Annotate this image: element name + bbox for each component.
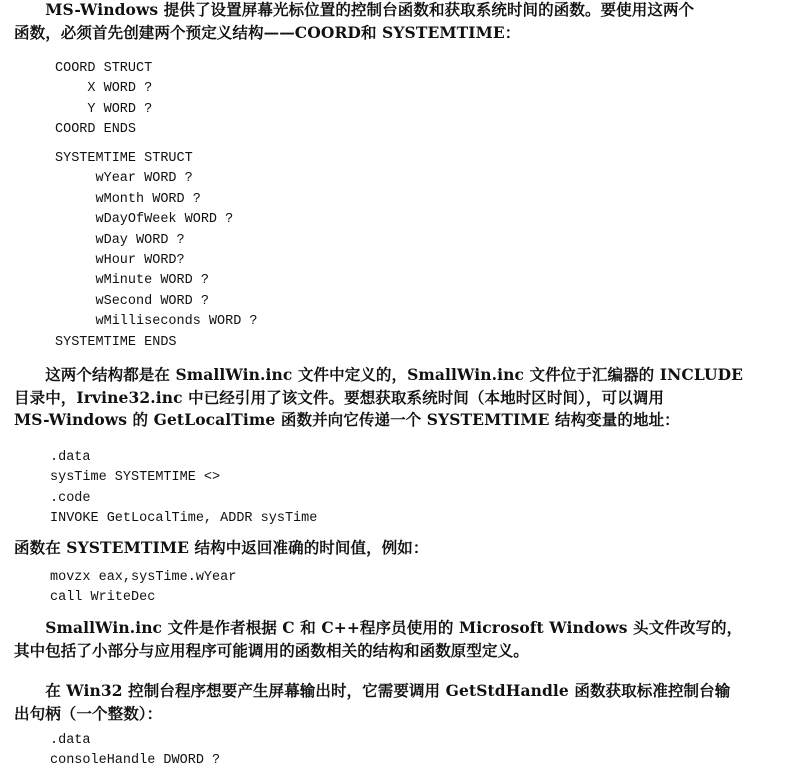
code-block-systemtime — [55, 149, 258, 353]
code-line: movzx eax,sysTime.wYear — [50, 570, 237, 585]
text-line: 在 Win32 控制台程序想要产生屏幕输出时，它需要调用 GetStdHandle 函数获取标准控制台输 — [14, 681, 731, 700]
code-line: .data — [50, 450, 91, 465]
code-line: SYSTEMTIME STRUCT — [55, 151, 193, 166]
code-line: wDayOfWeek WORD ? — [55, 212, 234, 228]
code-line: INVOKE GetLocalTime, ADDR sysTime — [50, 511, 318, 527]
code-line: wHour WORD? — [55, 252, 185, 268]
code-line: wDay WORD ? — [55, 232, 185, 248]
paragraph-return-value — [14, 537, 790, 560]
code-block-coord — [55, 59, 152, 141]
text-line: 函数，必须首先创建两个预定义结构——COORD和 SYSTEMTIME： — [14, 22, 521, 42]
text-line: SmallWin.inc 文件是作者根据 C 和 C++程序员使用的 Microsoft Windows 头文件改写的， — [14, 618, 743, 637]
text-line: 函数在 SYSTEMTIME 结构中返回准确的时间值，例如： — [14, 538, 429, 557]
code-line: wMonth WORD ? — [55, 191, 201, 207]
text-line: 出句柄（一个整数）： — [14, 703, 163, 723]
code-line: call WriteDec — [50, 590, 156, 606]
code-line: wMinute WORD ? — [55, 273, 209, 289]
text-line: 目录中，Irvine32.inc 中已经引用了该文件。要想获取系统时间（本地时区时间），可以调用 — [14, 387, 664, 407]
text-line: 其中包括了小部分与应用程序可能调用的函数相关的结构和函数原型定义。 — [14, 640, 529, 660]
code-line: wMilliseconds WORD ? — [55, 314, 258, 330]
paragraph-intro — [14, 0, 790, 44]
code-line: COORD STRUCT — [55, 61, 153, 76]
code-line: SYSTEMTIME ENDS — [55, 334, 177, 350]
text-line: MS-Windows 提供了设置屏幕光标位置的控制台函数和获取系统时间的函数。要使用这两个 — [14, 0, 695, 19]
code-line: consoleHandle DWORD ? — [50, 753, 221, 769]
code-line: wYear WORD ? — [55, 171, 193, 187]
code-block-writedec — [50, 568, 236, 609]
text-line: 这两个结构都是在 SmallWin.inc 文件中定义的，SmallWin.inc 文件位于汇编器的 INCLUDE — [14, 365, 744, 384]
code-line: sysTime SYSTEMTIME <> — [50, 470, 221, 486]
code-line: X WORD ? — [55, 81, 153, 97]
paragraph-smallwin — [14, 364, 790, 432]
code-block-consolehandle — [50, 731, 220, 772]
code-line: .data — [50, 733, 91, 748]
code-line: .code — [50, 490, 91, 506]
text-line: MS-Windows 的 GetLocalTime 函数并向它传递一个 SYSTEMTIME 结构变量的地址： — [14, 410, 680, 429]
paragraph-getstdhandle — [14, 680, 790, 725]
code-block-getlocaltime — [50, 448, 317, 530]
code-line: wSecond WORD ? — [55, 293, 209, 309]
code-line: COORD ENDS — [55, 122, 137, 138]
code-line: Y WORD ? — [55, 101, 153, 117]
paragraph-smallwin-origin — [14, 617, 790, 662]
